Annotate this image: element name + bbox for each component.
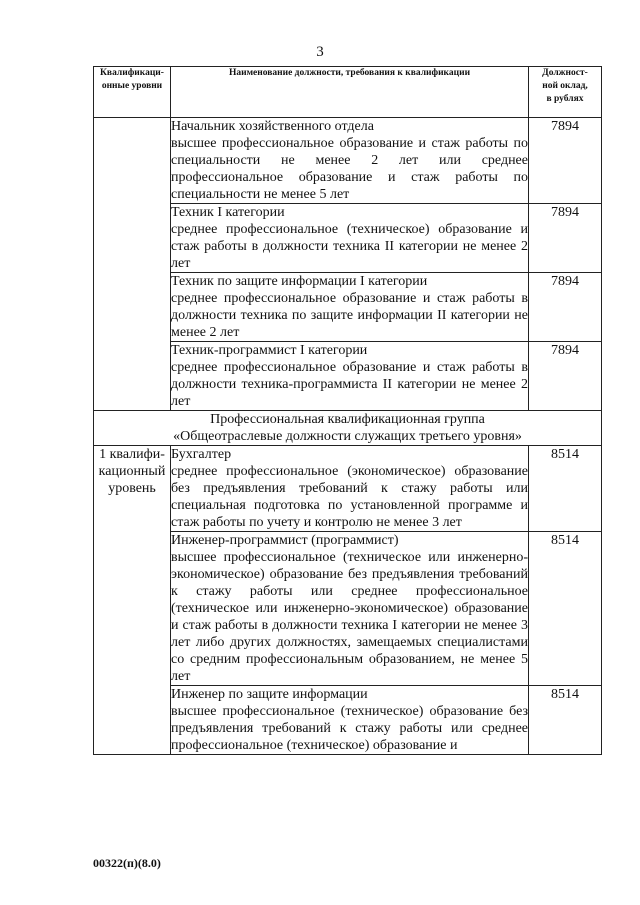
- table-header-row: [94, 67, 602, 118]
- position-cell: [171, 118, 529, 204]
- group-heading-line1: Профессиональная квалификационная группа: [210, 412, 485, 427]
- position-title: Техник по защите информации I категории: [171, 274, 428, 289]
- group-row: [94, 411, 602, 446]
- table-row: [94, 686, 602, 755]
- position-requirements: среднее профессиональное (экономическое) образование без предъявления требований к стажу работы или специальная подготовка по установленной программе и стаж работы по учету и контролю не менее 3 лет: [171, 464, 528, 530]
- position-cell: [171, 532, 529, 686]
- level-cell-empty: [94, 118, 171, 411]
- header-levels-text: Квалификаци- онные уровни: [100, 68, 164, 91]
- document-code: 00322(п)(8.0): [93, 856, 161, 870]
- header-positions: Наименование должности, требования к квалификации: [171, 67, 529, 118]
- salary-cell: 7894: [529, 204, 602, 273]
- position-requirements: среднее профессиональное (техническое) образование и стаж работы в должности техника II категории не менее 2 лет: [171, 222, 528, 271]
- salary-cell: 7894: [529, 118, 602, 204]
- header-levels: [94, 67, 171, 118]
- position-cell: [171, 273, 529, 342]
- salary-cell: 8514: [529, 686, 602, 755]
- header-salary: [529, 67, 602, 118]
- table-row: [94, 273, 602, 342]
- table-row: [94, 446, 602, 532]
- position-cell: [171, 204, 529, 273]
- position-requirements: среднее профессиональное образование и стаж работы в должности техника-программиста II категории не менее 2 лет: [171, 360, 528, 409]
- salary-cell: 8514: [529, 532, 602, 686]
- group-heading: [94, 411, 602, 446]
- position-requirements: высшее профессиональное образование и стаж работы по специальности не менее 2 лет или среднее профессиональное образование и стаж работы по специальности не менее 5 лет: [171, 136, 528, 202]
- salary-cell: 8514: [529, 446, 602, 532]
- position-cell: [171, 342, 529, 411]
- position-title: Инженер-программист (программист): [171, 533, 399, 548]
- table-row: [94, 342, 602, 411]
- salary-cell: 7894: [529, 342, 602, 411]
- level-cell: [94, 446, 171, 755]
- position-title: Техник I категории: [171, 205, 285, 220]
- position-title: Бухгалтер: [171, 447, 232, 462]
- position-cell: [171, 446, 529, 532]
- table-row: [94, 204, 602, 273]
- position-requirements: среднее профессиональное образование и стаж работы в должности техника по защите информации II категории не менее 2 лет: [171, 291, 528, 340]
- table-row: [94, 118, 602, 204]
- group-heading-line2: «Общеотраслевые должности служащих третьего уровня»: [173, 429, 522, 444]
- salary-cell: 7894: [529, 273, 602, 342]
- header-salary-text: Должност- ной оклад, в рублях: [542, 68, 588, 104]
- position-requirements: высшее профессиональное (техническое) образование без предъявления требований к стажу работы или среднее профессиональное (техническое) образование и: [171, 704, 528, 753]
- level-label: 1 квалифи- кационный уровень: [98, 447, 166, 496]
- table-row: [94, 532, 602, 686]
- position-title: Инженер по защите информации: [171, 687, 368, 702]
- page-number: 3: [316, 44, 324, 60]
- position-cell: [171, 686, 529, 755]
- position-title: Техник-программист I категории: [171, 343, 368, 358]
- position-requirements: высшее профессиональное (техническое или инженерно-экономическое) образование без предъявления требований к стажу работы или среднее профессиональное (техническое или инженерно-экономическое) образование и стаж работы в должности техника I категории не менее 3 лет либо других должностях, замещаемых специалистами со средним профессиональным образованием, не менее 5 лет: [171, 550, 528, 684]
- position-title: Начальник хозяйственного отдела: [171, 119, 374, 134]
- qualification-table: [93, 66, 602, 755]
